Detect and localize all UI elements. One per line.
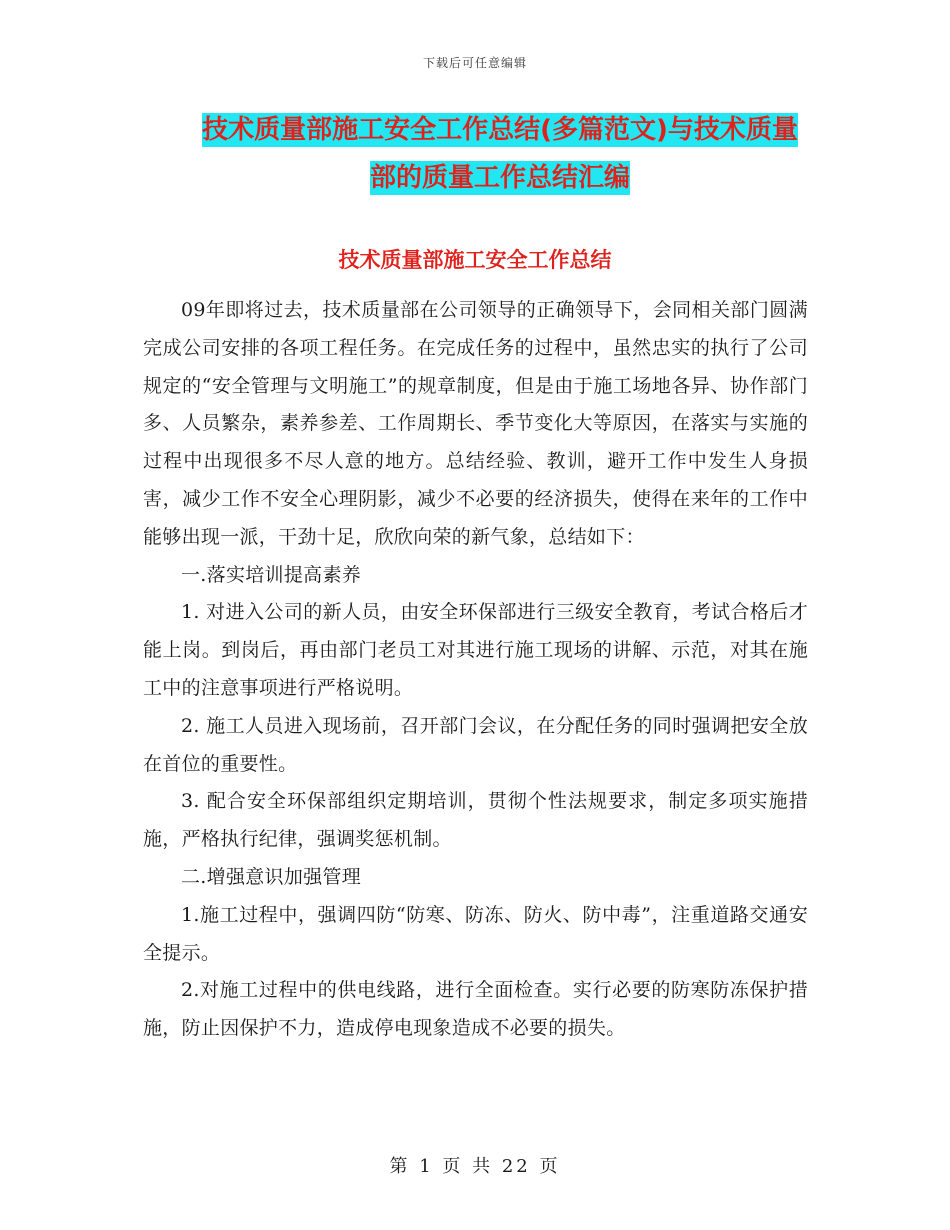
training-item-1: 1. 对进入公司的新人员，由安全环保部进行三级安全教育，考试合格后才能上岗。到岗后，再由部门老员工对其进行施工现场的讲解、示范，对其在施工中的注意事项进行严格说明。 [143, 601, 808, 699]
training-item-2: 2. 施工人员进入现场前，召开部门会议，在分配任务的同时强调把安全放在首位的重要性。 [143, 714, 808, 775]
training-item-3: 3. 配合安全环保部组织定期培训，贯彻个性法规要求，制定多项实施措施，严格执行纪律，强调奖惩机制。 [143, 790, 808, 851]
section-title: 技术质量部施工安全工作总结 [338, 248, 612, 272]
management-item-1: 1.施工过程中，强调四防“防寒、防冻、防火、防中毒”，注重道路交通安全提示。 [143, 903, 808, 964]
heading-training: 一.落实培训提高素养 [181, 563, 362, 586]
title-line-2: 部的质量工作总结汇编 [369, 163, 630, 193]
intro-paragraph: 09年即将过去，技术质量部在公司领导的正确领导下，会同相关部门圆满完成公司安排的各项工程任务。在完成任务的过程中，虽然忠实的执行了公司规定的“安全管理与文明施工”的规章制度，但是由于施工场地各异、协作部门多、人员繁杂，素养参差、工作周期长、季节变化大等原因，在落实与实施的过程中出现很多不尽人意的地方。总结经验、教训，避开工作中发生人身损害，减少工作不安全心理阴影，减少不必要的经济损失，使得在来年的工作中能够出现一派，干劲十足，欣欣向荣的新气象，总结如下： [143, 299, 808, 548]
page-footer: 第 1 页 共 22 页 [389, 1156, 561, 1177]
management-item-2: 2.对施工过程中的供电线路，进行全面检查。实行必要的防寒防冻保护措施，防止因保护不力，造成停电现象造成不必要的损失。 [143, 979, 808, 1040]
document-title [175, 106, 825, 202]
document-body [143, 292, 808, 1048]
header-note: 下载后可任意编辑 [422, 56, 527, 70]
title-line-1: 技术质量部施工安全工作总结(多篇范文)与技术质量 [202, 115, 798, 145]
heading-management: 二.增强意识加强管理 [181, 865, 362, 888]
